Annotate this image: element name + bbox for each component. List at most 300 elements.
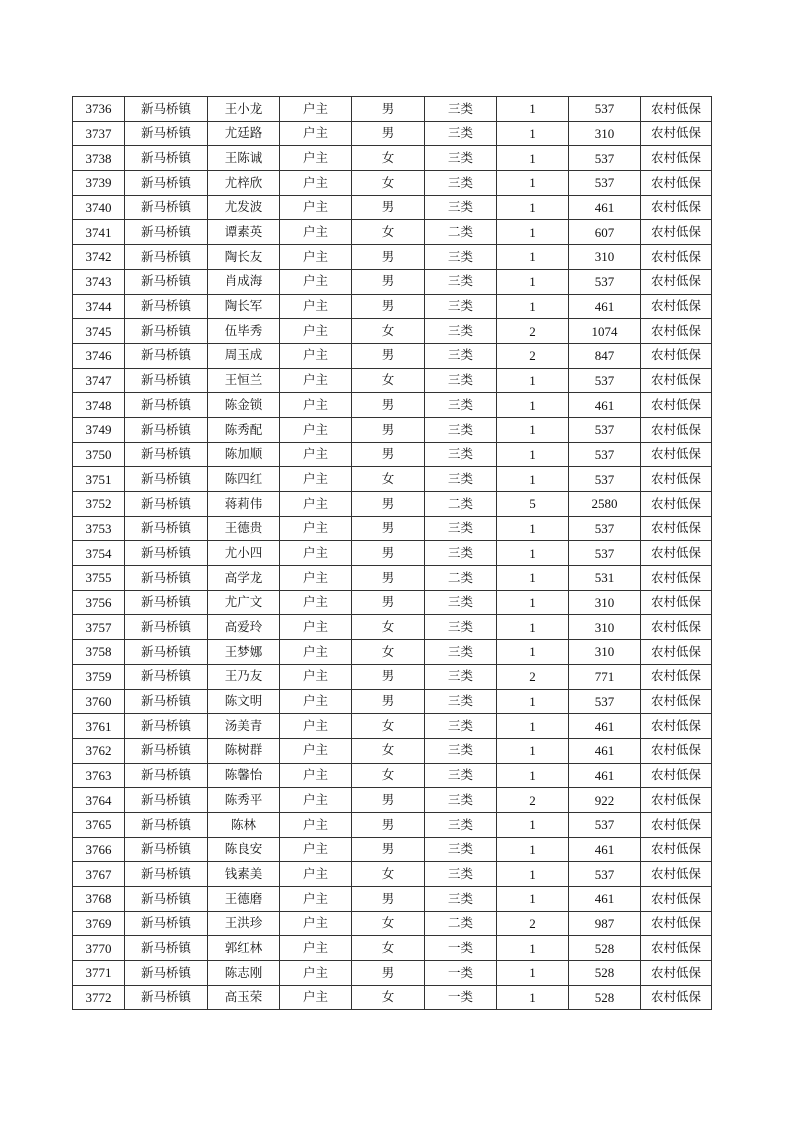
cell-town: 新马桥镇: [125, 936, 208, 961]
table-row: [73, 171, 712, 196]
cell-amount: 310: [569, 640, 641, 665]
table-row: [73, 146, 712, 171]
cell-amount: 310: [569, 615, 641, 640]
cell-gender: 女: [352, 985, 425, 1010]
cell-category: 二类: [425, 492, 497, 517]
cell-name: 陈金锁: [208, 393, 280, 418]
cell-name: 尤小四: [208, 541, 280, 566]
cell-town: 新马桥镇: [125, 492, 208, 517]
cell-id: 3752: [73, 492, 125, 517]
cell-id: 3738: [73, 146, 125, 171]
cell-town: 新马桥镇: [125, 714, 208, 739]
cell-amount: 922: [569, 788, 641, 813]
cell-id: 3763: [73, 763, 125, 788]
table-row: [73, 961, 712, 986]
cell-category: 三类: [425, 541, 497, 566]
cell-amount: 537: [569, 541, 641, 566]
cell-amount: 987: [569, 911, 641, 936]
table-row: [73, 812, 712, 837]
cell-amount: 537: [569, 97, 641, 122]
cell-id: 3771: [73, 961, 125, 986]
cell-type: 农村低保: [641, 590, 712, 615]
cell-category: 三类: [425, 837, 497, 862]
cell-name: 王德贵: [208, 516, 280, 541]
cell-type: 农村低保: [641, 714, 712, 739]
cell-amount: 847: [569, 343, 641, 368]
cell-town: 新马桥镇: [125, 837, 208, 862]
table-row: [73, 516, 712, 541]
cell-relation: 户主: [280, 763, 352, 788]
cell-category: 一类: [425, 936, 497, 961]
table-row: [73, 566, 712, 591]
table-row: [73, 467, 712, 492]
table-row: [73, 911, 712, 936]
cell-town: 新马桥镇: [125, 763, 208, 788]
cell-amount: 537: [569, 171, 641, 196]
cell-category: 三类: [425, 467, 497, 492]
cell-name: 尤发波: [208, 195, 280, 220]
cell-household-size: 1: [497, 640, 569, 665]
cell-relation: 户主: [280, 195, 352, 220]
cell-household-size: 1: [497, 862, 569, 887]
cell-type: 农村低保: [641, 862, 712, 887]
cell-type: 农村低保: [641, 319, 712, 344]
cell-household-size: 1: [497, 763, 569, 788]
cell-household-size: 1: [497, 393, 569, 418]
cell-name: 郭红林: [208, 936, 280, 961]
cell-amount: 461: [569, 294, 641, 319]
cell-relation: 户主: [280, 97, 352, 122]
cell-relation: 户主: [280, 319, 352, 344]
cell-type: 农村低保: [641, 146, 712, 171]
cell-id: 3757: [73, 615, 125, 640]
table-row: [73, 862, 712, 887]
cell-gender: 女: [352, 467, 425, 492]
cell-gender: 女: [352, 171, 425, 196]
cell-household-size: 1: [497, 887, 569, 912]
cell-name: 肖成海: [208, 269, 280, 294]
cell-name: 尤廷路: [208, 121, 280, 146]
cell-relation: 户主: [280, 689, 352, 714]
cell-gender: 男: [352, 442, 425, 467]
cell-relation: 户主: [280, 615, 352, 640]
cell-town: 新马桥镇: [125, 640, 208, 665]
cell-id: 3739: [73, 171, 125, 196]
cell-relation: 户主: [280, 788, 352, 813]
cell-category: 三类: [425, 343, 497, 368]
table-row: [73, 763, 712, 788]
cell-gender: 女: [352, 640, 425, 665]
cell-relation: 户主: [280, 516, 352, 541]
cell-town: 新马桥镇: [125, 985, 208, 1010]
table-row: [73, 837, 712, 862]
cell-category: 三类: [425, 689, 497, 714]
cell-town: 新马桥镇: [125, 269, 208, 294]
cell-gender: 男: [352, 195, 425, 220]
cell-relation: 户主: [280, 837, 352, 862]
cell-id: 3736: [73, 97, 125, 122]
cell-type: 农村低保: [641, 393, 712, 418]
cell-type: 农村低保: [641, 368, 712, 393]
cell-household-size: 1: [497, 689, 569, 714]
cell-household-size: 1: [497, 516, 569, 541]
cell-gender: 男: [352, 887, 425, 912]
cell-household-size: 1: [497, 245, 569, 270]
cell-id: 3768: [73, 887, 125, 912]
cell-household-size: 1: [497, 269, 569, 294]
cell-id: 3762: [73, 738, 125, 763]
cell-amount: 537: [569, 269, 641, 294]
cell-relation: 户主: [280, 393, 352, 418]
cell-gender: 女: [352, 220, 425, 245]
table-row: [73, 368, 712, 393]
cell-town: 新马桥镇: [125, 294, 208, 319]
cell-town: 新马桥镇: [125, 467, 208, 492]
cell-relation: 户主: [280, 590, 352, 615]
cell-category: 三类: [425, 763, 497, 788]
cell-relation: 户主: [280, 862, 352, 887]
table-row: [73, 195, 712, 220]
cell-town: 新马桥镇: [125, 319, 208, 344]
table-row: [73, 492, 712, 517]
cell-id: 3765: [73, 812, 125, 837]
cell-gender: 男: [352, 393, 425, 418]
cell-amount: 310: [569, 245, 641, 270]
cell-name: 伍毕秀: [208, 319, 280, 344]
cell-type: 农村低保: [641, 541, 712, 566]
cell-relation: 户主: [280, 269, 352, 294]
cell-category: 三类: [425, 393, 497, 418]
cell-category: 一类: [425, 985, 497, 1010]
cell-town: 新马桥镇: [125, 788, 208, 813]
cell-id: 3758: [73, 640, 125, 665]
cell-gender: 女: [352, 763, 425, 788]
cell-id: 3743: [73, 269, 125, 294]
cell-household-size: 2: [497, 911, 569, 936]
cell-household-size: 2: [497, 664, 569, 689]
table-row: [73, 220, 712, 245]
cell-relation: 户主: [280, 566, 352, 591]
cell-gender: 女: [352, 714, 425, 739]
table-row: [73, 738, 712, 763]
cell-type: 农村低保: [641, 245, 712, 270]
cell-type: 农村低保: [641, 294, 712, 319]
cell-name: 陈良安: [208, 837, 280, 862]
cell-amount: 461: [569, 714, 641, 739]
cell-gender: 男: [352, 294, 425, 319]
cell-town: 新马桥镇: [125, 368, 208, 393]
cell-name: 陈四红: [208, 467, 280, 492]
table-row: [73, 887, 712, 912]
cell-household-size: 1: [497, 615, 569, 640]
cell-id: 3769: [73, 911, 125, 936]
cell-name: 陈馨怡: [208, 763, 280, 788]
cell-relation: 户主: [280, 442, 352, 467]
cell-amount: 461: [569, 763, 641, 788]
cell-id: 3737: [73, 121, 125, 146]
cell-relation: 户主: [280, 146, 352, 171]
cell-town: 新马桥镇: [125, 171, 208, 196]
cell-household-size: 2: [497, 319, 569, 344]
cell-relation: 户主: [280, 121, 352, 146]
cell-name: 蒋莉伟: [208, 492, 280, 517]
cell-amount: 461: [569, 837, 641, 862]
cell-town: 新马桥镇: [125, 121, 208, 146]
cell-name: 王乃友: [208, 664, 280, 689]
cell-type: 农村低保: [641, 220, 712, 245]
cell-household-size: 1: [497, 146, 569, 171]
cell-id: 3745: [73, 319, 125, 344]
cell-id: 3759: [73, 664, 125, 689]
cell-gender: 男: [352, 492, 425, 517]
cell-type: 农村低保: [641, 516, 712, 541]
cell-type: 农村低保: [641, 911, 712, 936]
cell-relation: 户主: [280, 714, 352, 739]
table-row: [73, 319, 712, 344]
cell-relation: 户主: [280, 738, 352, 763]
cell-name: 陶长友: [208, 245, 280, 270]
cell-gender: 男: [352, 121, 425, 146]
cell-type: 农村低保: [641, 97, 712, 122]
cell-type: 农村低保: [641, 492, 712, 517]
cell-gender: 女: [352, 319, 425, 344]
cell-household-size: 2: [497, 788, 569, 813]
cell-category: 三类: [425, 812, 497, 837]
cell-type: 农村低保: [641, 566, 712, 591]
cell-household-size: 1: [497, 714, 569, 739]
cell-town: 新马桥镇: [125, 738, 208, 763]
cell-town: 新马桥镇: [125, 541, 208, 566]
cell-name: 王恒兰: [208, 368, 280, 393]
cell-household-size: 1: [497, 985, 569, 1010]
cell-id: 3748: [73, 393, 125, 418]
cell-household-size: 1: [497, 541, 569, 566]
cell-category: 三类: [425, 368, 497, 393]
cell-gender: 女: [352, 936, 425, 961]
cell-household-size: 1: [497, 121, 569, 146]
cell-amount: 461: [569, 195, 641, 220]
cell-category: 三类: [425, 862, 497, 887]
cell-amount: 310: [569, 590, 641, 615]
cell-town: 新马桥镇: [125, 417, 208, 442]
cell-name: 陈树群: [208, 738, 280, 763]
cell-category: 三类: [425, 294, 497, 319]
cell-amount: 528: [569, 936, 641, 961]
cell-category: 三类: [425, 615, 497, 640]
table-row: [73, 442, 712, 467]
cell-name: 陈秀配: [208, 417, 280, 442]
cell-town: 新马桥镇: [125, 343, 208, 368]
cell-town: 新马桥镇: [125, 862, 208, 887]
table-row: [73, 121, 712, 146]
cell-id: 3741: [73, 220, 125, 245]
cell-relation: 户主: [280, 887, 352, 912]
cell-town: 新马桥镇: [125, 566, 208, 591]
cell-gender: 男: [352, 837, 425, 862]
cell-relation: 户主: [280, 368, 352, 393]
cell-category: 三类: [425, 640, 497, 665]
table-row: [73, 97, 712, 122]
cell-gender: 男: [352, 343, 425, 368]
cell-gender: 男: [352, 961, 425, 986]
cell-name: 周玉成: [208, 343, 280, 368]
cell-amount: 461: [569, 393, 641, 418]
cell-amount: 537: [569, 146, 641, 171]
cell-town: 新马桥镇: [125, 245, 208, 270]
cell-category: 三类: [425, 738, 497, 763]
table-row: [73, 936, 712, 961]
cell-relation: 户主: [280, 245, 352, 270]
cell-amount: 537: [569, 417, 641, 442]
cell-household-size: 1: [497, 97, 569, 122]
table-row: [73, 393, 712, 418]
cell-amount: 310: [569, 121, 641, 146]
cell-id: 3749: [73, 417, 125, 442]
cell-type: 农村低保: [641, 615, 712, 640]
table-row: [73, 245, 712, 270]
cell-amount: 537: [569, 689, 641, 714]
cell-household-size: 1: [497, 936, 569, 961]
cell-relation: 户主: [280, 664, 352, 689]
cell-category: 三类: [425, 887, 497, 912]
cell-name: 尤梓欣: [208, 171, 280, 196]
cell-type: 农村低保: [641, 961, 712, 986]
cell-name: 王梦娜: [208, 640, 280, 665]
cell-category: 三类: [425, 442, 497, 467]
cell-relation: 户主: [280, 417, 352, 442]
cell-category: 三类: [425, 788, 497, 813]
cell-type: 农村低保: [641, 837, 712, 862]
cell-type: 农村低保: [641, 738, 712, 763]
table-row: [73, 615, 712, 640]
cell-gender: 男: [352, 664, 425, 689]
cell-name: 王小龙: [208, 97, 280, 122]
cell-category: 三类: [425, 171, 497, 196]
cell-town: 新马桥镇: [125, 516, 208, 541]
cell-id: 3751: [73, 467, 125, 492]
cell-relation: 户主: [280, 961, 352, 986]
cell-category: 二类: [425, 566, 497, 591]
cell-household-size: 1: [497, 442, 569, 467]
cell-id: 3767: [73, 862, 125, 887]
table-row: [73, 788, 712, 813]
cell-gender: 女: [352, 615, 425, 640]
cell-household-size: 5: [497, 492, 569, 517]
cell-name: 高玉荣: [208, 985, 280, 1010]
cell-amount: 537: [569, 862, 641, 887]
cell-amount: 461: [569, 738, 641, 763]
table-row: [73, 294, 712, 319]
cell-relation: 户主: [280, 541, 352, 566]
cell-household-size: 1: [497, 220, 569, 245]
cell-id: 3753: [73, 516, 125, 541]
cell-amount: 528: [569, 961, 641, 986]
cell-category: 三类: [425, 590, 497, 615]
cell-gender: 男: [352, 541, 425, 566]
cell-name: 陈秀平: [208, 788, 280, 813]
cell-name: 王洪珍: [208, 911, 280, 936]
cell-category: 三类: [425, 195, 497, 220]
cell-type: 农村低保: [641, 442, 712, 467]
cell-town: 新马桥镇: [125, 442, 208, 467]
cell-type: 农村低保: [641, 887, 712, 912]
cell-gender: 女: [352, 146, 425, 171]
cell-town: 新马桥镇: [125, 220, 208, 245]
table-row: [73, 590, 712, 615]
cell-gender: 男: [352, 788, 425, 813]
cell-id: 3754: [73, 541, 125, 566]
cell-amount: 531: [569, 566, 641, 591]
cell-type: 农村低保: [641, 788, 712, 813]
cell-gender: 男: [352, 516, 425, 541]
cell-name: 陶长军: [208, 294, 280, 319]
cell-amount: 461: [569, 887, 641, 912]
cell-name: 汤美青: [208, 714, 280, 739]
cell-gender: 男: [352, 245, 425, 270]
cell-relation: 户主: [280, 936, 352, 961]
cell-id: 3770: [73, 936, 125, 961]
table-row: [73, 343, 712, 368]
cell-relation: 户主: [280, 220, 352, 245]
cell-gender: 女: [352, 738, 425, 763]
cell-id: 3744: [73, 294, 125, 319]
cell-id: 3766: [73, 837, 125, 862]
cell-id: 3750: [73, 442, 125, 467]
cell-id: 3747: [73, 368, 125, 393]
cell-type: 农村低保: [641, 195, 712, 220]
cell-amount: 607: [569, 220, 641, 245]
cell-household-size: 1: [497, 171, 569, 196]
cell-household-size: 2: [497, 343, 569, 368]
cell-category: 三类: [425, 121, 497, 146]
cell-type: 农村低保: [641, 269, 712, 294]
table-body: [73, 97, 712, 1010]
cell-household-size: 1: [497, 195, 569, 220]
cell-type: 农村低保: [641, 689, 712, 714]
cell-gender: 男: [352, 97, 425, 122]
cell-gender: 男: [352, 269, 425, 294]
table-row: [73, 541, 712, 566]
cell-id: 3740: [73, 195, 125, 220]
cell-household-size: 1: [497, 738, 569, 763]
cell-gender: 男: [352, 689, 425, 714]
cell-gender: 女: [352, 368, 425, 393]
cell-town: 新马桥镇: [125, 812, 208, 837]
cell-amount: 537: [569, 467, 641, 492]
cell-name: 陈文明: [208, 689, 280, 714]
cell-amount: 537: [569, 516, 641, 541]
cell-type: 农村低保: [641, 467, 712, 492]
cell-relation: 户主: [280, 492, 352, 517]
cell-category: 三类: [425, 417, 497, 442]
cell-relation: 户主: [280, 467, 352, 492]
cell-household-size: 1: [497, 294, 569, 319]
cell-gender: 男: [352, 812, 425, 837]
table-row: [73, 640, 712, 665]
cell-amount: 771: [569, 664, 641, 689]
cell-name: 王德磨: [208, 887, 280, 912]
cell-household-size: 1: [497, 590, 569, 615]
cell-type: 农村低保: [641, 121, 712, 146]
cell-name: 高爱玲: [208, 615, 280, 640]
cell-gender: 男: [352, 566, 425, 591]
records-table: [72, 96, 712, 1010]
cell-household-size: 1: [497, 417, 569, 442]
cell-category: 三类: [425, 245, 497, 270]
cell-town: 新马桥镇: [125, 961, 208, 986]
cell-amount: 1074: [569, 319, 641, 344]
cell-type: 农村低保: [641, 343, 712, 368]
